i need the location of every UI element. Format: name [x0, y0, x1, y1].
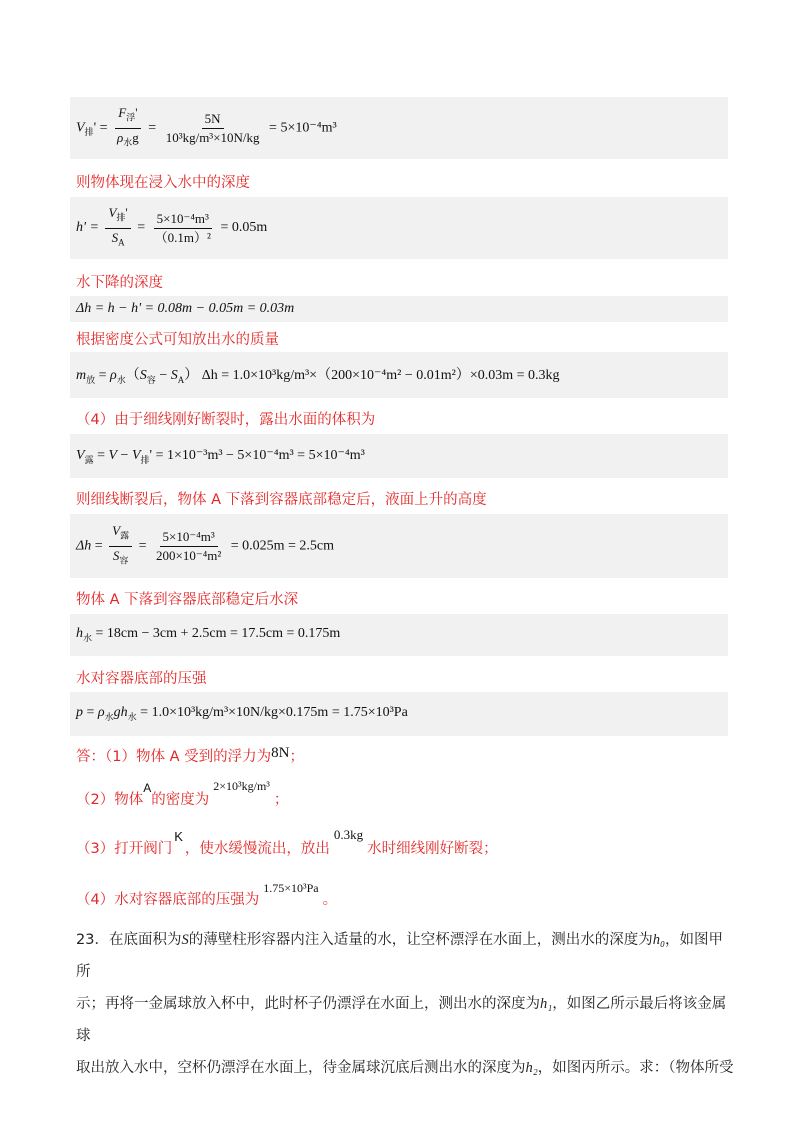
sub-fu: 浮 [126, 113, 136, 124]
equation-level-rise [70, 514, 728, 578]
equation-text: $V_排'$ = $\frac{F_浮'}{\rho_水g}$ = $\frac{5N}{\text{10³kg/m³×10N/kg}}$ = 5×10⁻⁴m³ [76, 105, 337, 151]
answer-1-end: ； [289, 749, 304, 765]
answer-1-value: 8N [271, 745, 290, 761]
equation-water-depth [70, 614, 728, 656]
answer-2-mid: 的密度为 [151, 792, 210, 808]
answer-2-object: A [143, 781, 152, 795]
q23-l1a: 23．在底面积为 [76, 932, 182, 948]
sub-shui: 水 [127, 712, 137, 723]
sub-a: A [118, 237, 125, 248]
question-23 [76, 924, 736, 1084]
var-v: V [112, 522, 121, 538]
var-f: F [118, 104, 127, 120]
answer-3-text: （3）打开阀门 [76, 841, 173, 857]
answer-1-text: 答：（1）物体 A 受到的浮力为 [76, 749, 272, 765]
sub-pai: 排 [116, 214, 126, 224]
answer-2-end: ； [273, 792, 289, 808]
explanation-line-5: 则细线断裂后，物体 A 下落到容器底部稳定后，液面上升的高度 [76, 492, 487, 508]
explanation-line-7: 水对容器底部的压强 [76, 671, 207, 687]
answer-3-valve: K [174, 829, 183, 844]
equation-rest: = 1.0×10³kg/m³×10N/kg×0.175m = 1.75×10³Pa [140, 705, 408, 721]
var-h2: h₂ [525, 1060, 538, 1076]
answer-4 [76, 881, 338, 909]
fraction-denominator: 200×10⁻⁴m² [156, 547, 222, 563]
sub-pai: 排 [84, 128, 94, 139]
equation-text: Δh = h − h' = 0.08m − 0.05m = 0.03m [76, 301, 295, 316]
explanation-line-1: 则物体现在浸入水中的深度 [76, 175, 250, 191]
var-s: S [112, 547, 120, 563]
fraction-denominator: 10³kg/m³×10N/kg [165, 129, 260, 145]
answer-3-mid: ，使水缓慢流出，放出 [184, 841, 330, 857]
answer-3-end: 水时细线刚好断裂； [367, 841, 498, 857]
equation-text: $V_露 = V - V_排' = 1\times 10^{-3}m^3 - 5\times 10^{-4}m^3 = 5\times 10^{-4}m^3$ [76, 447, 365, 466]
question-23-line-1 [76, 924, 736, 988]
sub-rong: 容 [119, 556, 129, 567]
answer-3-value: 0.3kg [333, 827, 364, 842]
explanation-line-3: 根据密度公式可知放出水的质量 [76, 332, 279, 348]
question-23-line-2 [76, 988, 736, 1052]
answer-2-value: 2×10³kg/m³ [213, 779, 270, 793]
prime: ' [93, 120, 97, 136]
sub-pai: 排 [140, 455, 150, 466]
q23-l3b: ，如图丙所示。求：（物体所受 [537, 1060, 734, 1076]
equation-result: = 0.05m [220, 220, 268, 236]
question-23-line-3 [76, 1052, 736, 1084]
equation-rest: = 1×10⁻³m³ − 5×10⁻⁴m³ = 5×10⁻⁴m³ [155, 447, 365, 463]
answer-1 [76, 745, 304, 766]
fraction-values [153, 529, 224, 564]
answer-4-text: （4）水对容器底部的压强为 [76, 892, 260, 908]
equation-text: $p = \rho_水gh_水 = 1.0\times 10^3kg/m^3\times 10N/kg\times 0.175m = 1.75\times 10^3Pa$ [76, 705, 408, 723]
equation-exposed-volume [70, 434, 728, 478]
equation-rest: = 18cm − 3cm + 2.5cm = 17.5cm = 0.175m [95, 626, 341, 642]
answer-2-text: （2）物体 [76, 792, 144, 808]
fraction-values [163, 111, 263, 146]
fraction-v-over-s [109, 523, 132, 569]
equation-immersion-depth [70, 197, 728, 259]
sub-lu: 露 [84, 455, 94, 466]
equation-water-mass [70, 352, 728, 398]
fraction-v-over-s [105, 205, 130, 250]
q23-l1b: 的薄壁柱形容器内注入适量的水，让空杯漂浮在水面上，测出水的深度为 [188, 932, 653, 948]
sub-shui: 水 [83, 633, 93, 644]
var-v: V [108, 205, 117, 221]
sub-fang: 放 [86, 375, 96, 386]
var-h1: h₁ [540, 996, 553, 1012]
fraction-values [152, 211, 214, 246]
prime: ' [125, 205, 128, 221]
sub-shui: 水 [104, 712, 114, 723]
sub-a: A [177, 374, 185, 385]
var-v: V [76, 120, 85, 136]
equation-pressure [70, 692, 728, 736]
q23-l1c: ，如图甲所 [76, 932, 723, 980]
var-h0: h₀ [652, 932, 665, 948]
equation-rest: Δh = 1.0×10³kg/m³×（200×10⁻⁴m² − 0.01m²）×0.03m = 0.3kg [201, 368, 560, 384]
equation-water-drop [70, 296, 728, 322]
q23-l3a: 取出放入水中，空杯仍漂浮在水面上，待金属球沉底后测出水的深度为 [76, 1060, 526, 1076]
explanation-line-2: 水下降的深度 [76, 275, 163, 291]
q23-l2b: ，如图乙所示最后将该金属球 [76, 996, 727, 1044]
var-s: S [111, 230, 119, 245]
sub-rong: 容 [146, 375, 156, 386]
equation-text: h' = $\frac{V_排'}{S_A}$ = $\frac{\text{5×10⁻⁴m³}}{\text{（0.1m）²}}$ = 0.05m [76, 205, 267, 250]
var-g: g [132, 129, 139, 145]
q23-l2a: 示；再将一金属球放入杯中，此时杯子仍漂浮在水面上，测出水的深度为 [76, 996, 540, 1012]
var-s: S [181, 932, 189, 948]
fraction-numerator: 5×10⁻⁴m³ [160, 529, 218, 547]
fraction-denominator: （0.1m）² [154, 229, 211, 245]
equation-text: $m_放 = \rho_水(S_容 - S_A) \Delta h = 1.0\times 10^3kg/m^3\times(200\times 10^{-4}m^2 - 0.01m^2)\times 0.03m = 0.3kg$ [76, 368, 560, 386]
answer-4-end: 。 [322, 892, 338, 908]
answer-4-value: 1.75×10³Pa [263, 881, 319, 895]
fraction-numerator: 5×10⁻⁴m³ [154, 211, 212, 229]
sub-shui: 水 [123, 138, 133, 149]
var-m: m [76, 368, 87, 384]
explanation-line-4: （4）由于细线刚好断裂时，露出水面的体积为 [76, 412, 376, 428]
fraction-f-over-rho-g: $\frac{F_浮'}{\rho_水g}$ [117, 104, 139, 149]
equation-text: $h_水 = 18cm - 3cm + 2.5cm = 17.5cm = 0.175m$ [76, 626, 341, 644]
equation-result: = 5×10⁻⁴m³ [269, 120, 337, 136]
equation-volume-displaced [70, 97, 728, 159]
sub-lu: 露 [120, 531, 130, 542]
fraction-numerator: 5N [202, 111, 224, 129]
equation-text: Δh = $\frac{V_露}{S_容}$ = $\frac{\text{5×10⁻⁴m³}}{\text{200×10⁻⁴m²}}$ = 0.025m = 2.5cm [76, 523, 334, 569]
answer-3 [76, 827, 498, 858]
var-rho: ρ [117, 129, 124, 145]
var-h-prime: h' = [76, 220, 99, 236]
equation-result: = 0.025m = 2.5cm [230, 538, 335, 554]
explanation-line-6: 物体 A 下落到容器底部稳定后水深 [76, 592, 299, 608]
sub-shui: 水 [116, 375, 126, 386]
